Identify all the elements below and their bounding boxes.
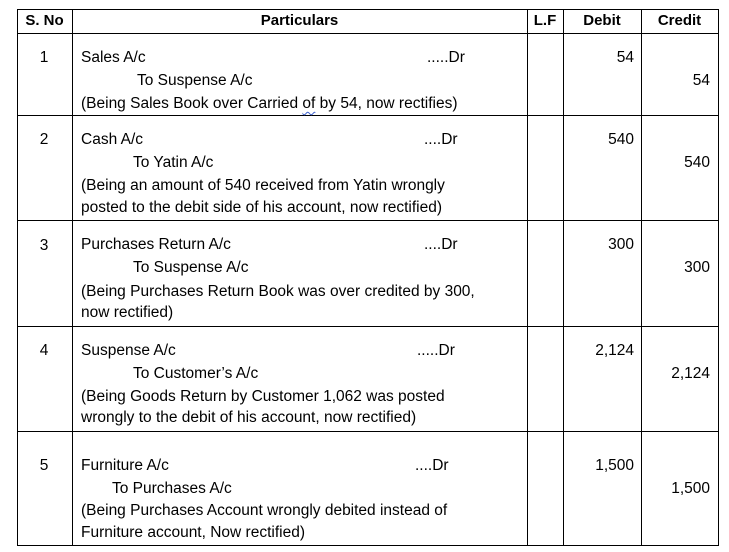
credit-account: To Purchases A/c bbox=[112, 480, 232, 497]
narration-line: (Being an amount of 540 received from Yatin wrongly bbox=[81, 177, 445, 194]
row-divider bbox=[17, 326, 719, 327]
header-debit: Debit bbox=[583, 12, 621, 29]
narration-line: wrongly to the debit of his account, now rectified) bbox=[81, 409, 417, 426]
narration-part: by 54, now rectifies) bbox=[315, 95, 458, 112]
entry-number: 5 bbox=[39, 457, 49, 474]
header-divider bbox=[17, 33, 719, 34]
entry-number: 2 bbox=[39, 131, 49, 148]
entry-number: 1 bbox=[39, 49, 49, 66]
credit-account: To Yatin A/c bbox=[133, 154, 214, 171]
debit-account: Sales A/c bbox=[81, 49, 146, 66]
debit-amount: 2,124 bbox=[595, 342, 634, 359]
narration bbox=[81, 93, 458, 115]
entry-number: 3 bbox=[39, 237, 49, 254]
dr-mark: ....Dr bbox=[415, 457, 449, 474]
table-border-right bbox=[718, 9, 719, 546]
credit-amount: 540 bbox=[684, 154, 710, 171]
debit-amount: 300 bbox=[608, 236, 634, 253]
table-border-top bbox=[17, 9, 719, 10]
column-divider bbox=[563, 9, 564, 546]
credit-amount: 2,124 bbox=[671, 365, 710, 382]
column-divider bbox=[527, 9, 528, 546]
narration-line: now rectified) bbox=[81, 304, 174, 321]
narration-part: (Being Sales Book over Carried bbox=[81, 95, 303, 112]
dr-mark: .....Dr bbox=[417, 342, 455, 359]
credit-account: To Suspense A/c bbox=[133, 259, 249, 276]
narration-line: (Being Goods Return by Customer 1,062 was posted bbox=[81, 388, 445, 405]
narration-line: posted to the debit side of his account, now rectified) bbox=[81, 199, 443, 216]
narration-line: Furniture account, Now rectified) bbox=[81, 524, 305, 541]
credit-account: To Customer’s A/c bbox=[133, 365, 259, 382]
header-credit: Credit bbox=[657, 12, 702, 29]
debit-amount: 540 bbox=[608, 131, 634, 148]
dr-mark: .....Dr bbox=[427, 49, 465, 66]
narration-line: (Being Purchases Account wrongly debited instead of bbox=[81, 502, 448, 519]
header-particulars: Particulars bbox=[260, 12, 339, 29]
narration-part-spellcheck: of bbox=[302, 95, 316, 112]
dr-mark: ....Dr bbox=[424, 236, 458, 253]
debit-amount: 1,500 bbox=[595, 457, 634, 474]
journal-table bbox=[17, 9, 719, 546]
debit-account: Purchases Return A/c bbox=[81, 236, 231, 253]
row-divider bbox=[17, 431, 719, 432]
credit-amount: 54 bbox=[692, 72, 710, 89]
header-lf: L.F bbox=[533, 12, 557, 29]
column-divider bbox=[72, 9, 73, 546]
narration-line: (Being Purchases Return Book was over credited by 300, bbox=[81, 283, 475, 300]
row-divider bbox=[17, 220, 719, 221]
dr-mark: ....Dr bbox=[424, 131, 458, 148]
credit-account: To Suspense A/c bbox=[137, 72, 253, 89]
debit-account: Furniture A/c bbox=[81, 457, 169, 474]
credit-amount: 300 bbox=[684, 259, 710, 276]
entry-number: 4 bbox=[39, 342, 49, 359]
debit-account: Cash A/c bbox=[81, 131, 144, 148]
header-sno: S. No bbox=[25, 12, 64, 29]
debit-account: Suspense A/c bbox=[81, 342, 176, 359]
column-divider bbox=[641, 9, 642, 546]
credit-amount: 1,500 bbox=[671, 480, 710, 497]
debit-amount: 54 bbox=[616, 49, 634, 66]
table-border-bottom bbox=[17, 545, 719, 546]
row-divider bbox=[17, 115, 719, 116]
